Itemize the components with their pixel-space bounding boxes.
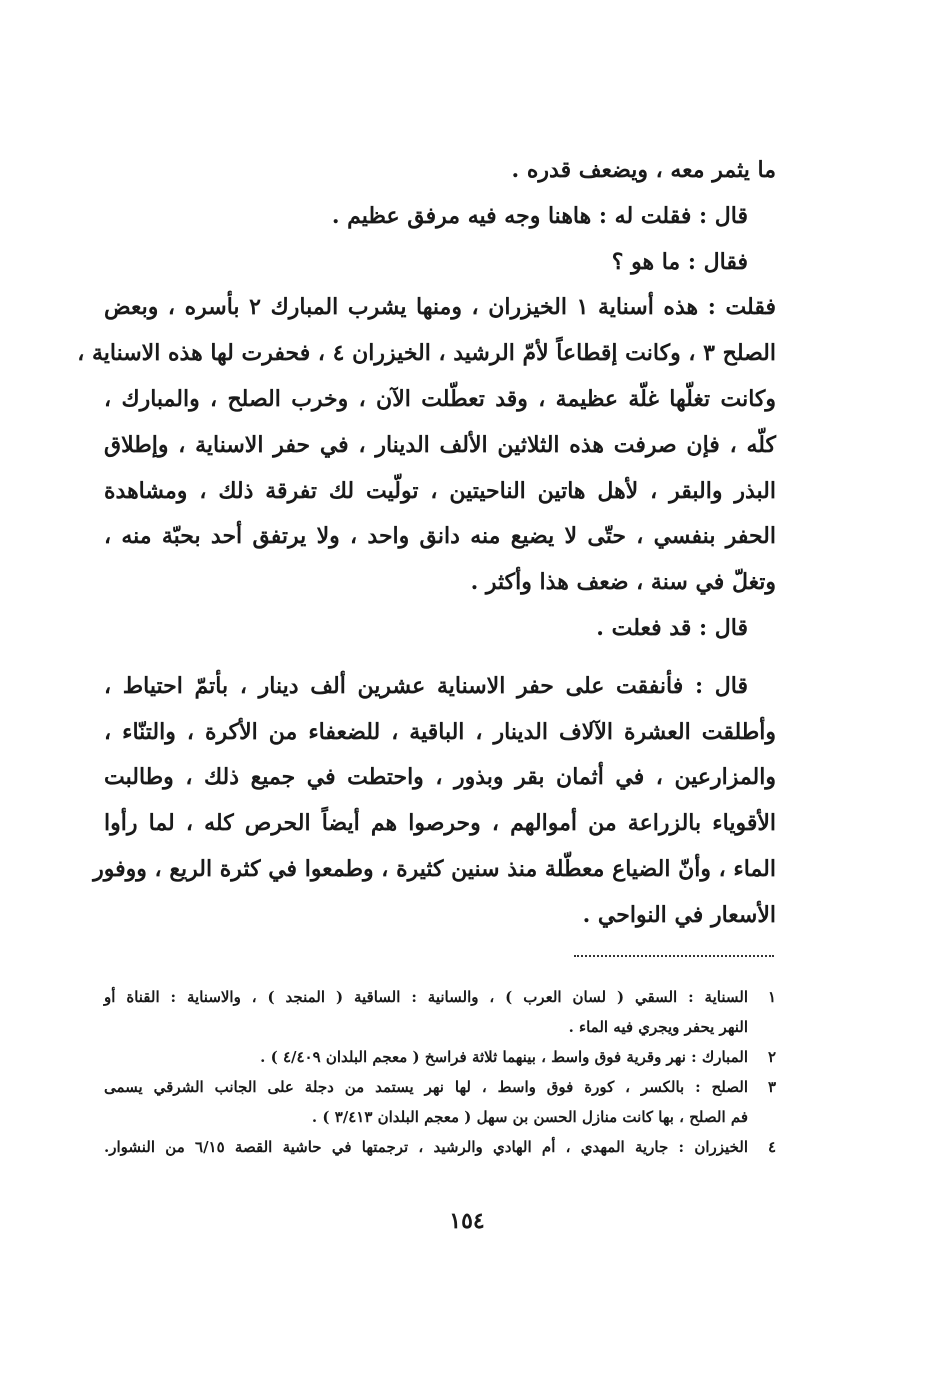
text-line: الصلح ٣ ، وكانت إقطاعاً لأمّ الرشيد ، الخيزران ٤ ، فحفرت لها هذه الاسناية ، — [77, 340, 776, 367]
footnote-line: السناية : السقي ( لسان العرب ) ، والسانية : الساقية ( المنجد ) ، والاسناية : القناة أو — [104, 988, 748, 1006]
footnote-number: ٢ — [767, 1048, 776, 1066]
footnote-line: المبارك : نهر وقرية فوق واسط ، بينهما ثلاثة فراسخ ( معجم البلدان ٤/٤٠٩ ) . — [260, 1048, 748, 1066]
text-line: كلّه ، فإن صرفت هذه الثلاثين الألف الدينار ، في حفر الاسناية ، وإطلاق — [104, 431, 776, 458]
text-line: قال : فقلت له : هاهنا وجه فيه مرفق عظيم . — [331, 202, 748, 229]
text-line: الحفر بنفسي ، حتّى لا يضيع منه دانق واحد ، ولا يرتفق أحد بحبّة منه ، — [104, 523, 776, 550]
footnote — [104, 1042, 776, 1072]
footnote-number: ١ — [767, 988, 776, 1006]
footnote-line: النهر يحفر ويجري فيه الماء . — [568, 1018, 748, 1036]
text-line: قال : فأنفقت على حفر الاسناية عشرين ألف دينار ، بأتمّ احتياط ، — [104, 672, 748, 699]
text-line: الأقوياء بالزراعة من أموالهم ، وحرصوا هم أيضاً الحرص كله ، لما رأوا — [104, 810, 776, 837]
footnote-text — [104, 1132, 748, 1162]
main-text — [77, 148, 776, 939]
text-line: والمزارعين ، في أثمان بقر وبذور ، واحتطت في جميع ذلك ، وطالبت — [104, 764, 776, 791]
paragraph-gap — [104, 652, 776, 664]
text-line: ما يثمر معه ، ويضعف قدره . — [511, 157, 776, 183]
page-number: ١٥٤ — [449, 1208, 485, 1234]
footnote — [104, 1132, 776, 1162]
text-line: وأطلقت العشرة الآلاف الدينار ، الباقية ، للضعفاء من الأكرة ، والتنّاء ، — [104, 718, 776, 745]
text-line: وكانت تغلّها غلّة عظيمة ، وقد تعطّلت الآن ، وخرب الصلح ، والمبارك ، — [104, 385, 776, 412]
text-line: الأسعار في النواحي . — [582, 901, 776, 928]
text-line: قال : قد فعلت . — [596, 614, 748, 641]
text-line: الماء ، وأنّ الضياع معطّلة منذ سنين كثيرة ، وطمعوا في كثرة الريع ، ووفور — [93, 855, 776, 882]
footnote-line: الصلح : بالكسر ، كورة فوق واسط ، لها نهر يستمد من دجلة على الجانب الشرقي يسمى — [104, 1078, 748, 1096]
text-line: وتغلّ في سنة ، ضعف هذا وأكثر . — [470, 569, 776, 596]
text-line: فقلت : هذه أسناية ١ الخيزران ، ومنها يشرب المبارك ٢ بأسره ، وبعض — [104, 294, 776, 321]
footnote — [104, 1072, 776, 1132]
footnote-text — [104, 1072, 748, 1132]
footnote-text — [104, 982, 748, 1042]
footnote-number: ٤ — [767, 1138, 776, 1156]
footnote-text — [104, 1042, 748, 1072]
footnotes — [104, 982, 776, 1162]
text-line: فقال : ما هو ؟ — [611, 248, 748, 275]
footnote-line: الخيزران : جارية المهدي ، أم الهادي والرشيد ، ترجمتها في حاشية القصة ٦/١٥ من النشوار. — [104, 1138, 748, 1156]
footnote-line: فم الصلح ، بها كانت منازل الحسن بن سهل ( معجم البلدان ٣/٤١٣ ) . — [311, 1108, 748, 1126]
text-line: البذر والبقر ، لأهل هاتين الناحيتين ، تولّيت لك تفرقة ذلك ، ومشاهدة — [104, 477, 776, 504]
footnote-number: ٣ — [767, 1078, 776, 1096]
footnote — [104, 982, 776, 1042]
footnote-separator — [574, 955, 774, 957]
